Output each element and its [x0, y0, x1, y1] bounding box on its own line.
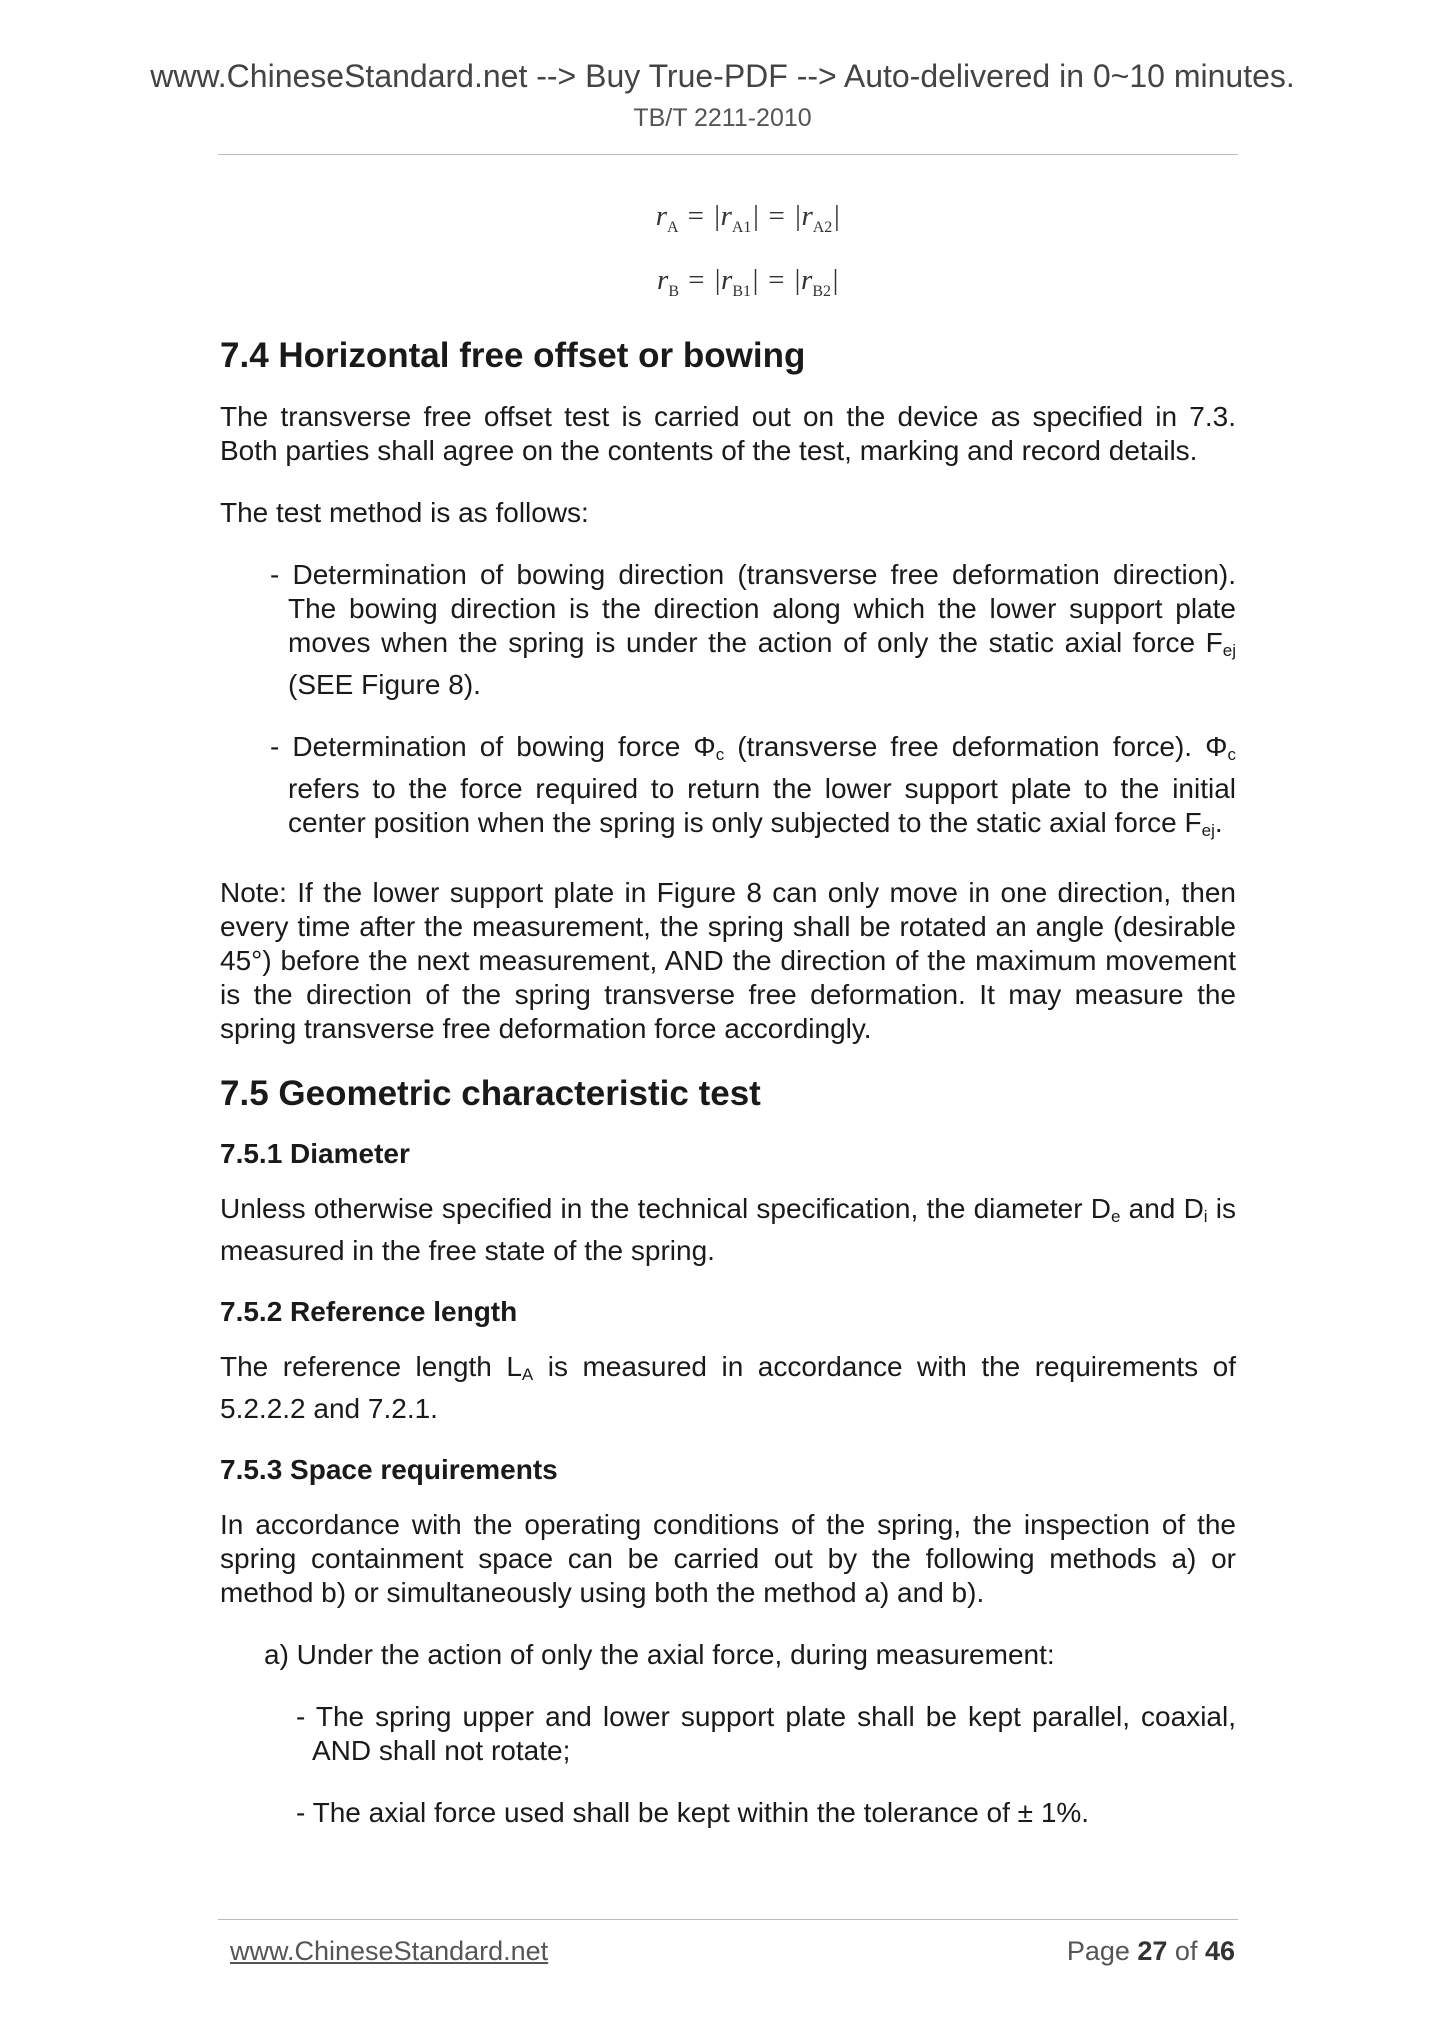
section-7-4-paragraph-1: The transverse free offset test is carried out on the device as specified in 7.3. Both parties shall agree on the contents of the test, marking and record details. — [220, 400, 1236, 466]
section-7-5-1-heading: 7.5.1 Diameter — [220, 1137, 410, 1169]
method-a-subitem-1: - The spring upper and lower support plate shall be kept parallel, coaxial, AND shall not rotate; — [296, 1700, 1236, 1766]
section-7-5-3-heading: 7.5.3 Space requirements — [220, 1453, 558, 1485]
document-number: TB/T 2211-2010 — [633, 104, 812, 132]
section-7-4-note: Note: If the lower support plate in Figure 8 can only move in one direction, then every time after the measurement, the spring shall be rotated an angle (desirable 45°) before the next measurement, AND the direction of the maximum movement is the direction of the spring transverse free deformation. It may measure the spring transverse free deformation force accordingly. — [220, 876, 1236, 1044]
section-7-4-heading: 7.4 Horizontal free offset or bowing — [220, 335, 806, 375]
section-7-5-1-paragraph: Unless otherwise specified in the technical specification, the diameter $D_e$ and $D_i$ is measured in the free state of the spring. — [220, 1192, 1237, 1266]
section-7-4-paragraph-2: The test method is as follows: — [220, 496, 589, 528]
method-a-item: a) Under the action of only the axial force, during measurement: — [264, 1638, 1055, 1670]
bowing-force-item: - Determination of bowing force $\Phi_c$ (transverse free deformation force). $\Phi_c$ refers to the force required to return the lower support plate to the initial center position when the spring is only subjected to the static axial force $F_{ej}$. — [270, 730, 1236, 840]
page-content — [220, 190, 1236, 1858]
method-a-subitem-2: - The axial force used shall be kept within the tolerance of ± 1%. — [296, 1796, 1090, 1828]
formula-ra: $r_A = |r_{A1}| = |r_{A2}|$ — [655, 200, 841, 236]
section-7-5-heading: 7.5 Geometric characteristic test — [220, 1073, 761, 1113]
section-7-5-3-paragraph: In accordance with the operating conditions of the spring, the inspection of the spring containment space can be carried out by the following methods a) or method b) or simultaneously using both the method a) and b). — [220, 1508, 1236, 1608]
footer-divider — [218, 1919, 1238, 1920]
header-banner[interactable]: www.ChineseStandard.net --> Buy True-PDF --> Auto-delivered in 0~10 minutes. — [150, 58, 1295, 94]
footer-page-number: Page 27 of 46 — [1066, 1936, 1235, 1966]
footer-site-link[interactable]: www.ChineseStandard.net — [230, 1936, 549, 1966]
formula-rb: $r_B = |r_{B1}| = |r_{B2}|$ — [657, 263, 839, 300]
bowing-direction-item: - Determination of bowing direction (transverse free deformation direction). The bowing direction is the direction along which the lower support plate moves when the spring is under the action of only the static axial force $F_{ej}$ (SEE Figure 8). — [270, 558, 1236, 700]
section-7-5-2-heading: 7.5.2 Reference length — [220, 1295, 518, 1327]
section-7-5-2-paragraph: The reference length $L_A$ is measured in accordance with the requirements of 5.2.2.2 and 7.2.1. — [220, 1350, 1236, 1424]
header-divider — [218, 154, 1238, 155]
